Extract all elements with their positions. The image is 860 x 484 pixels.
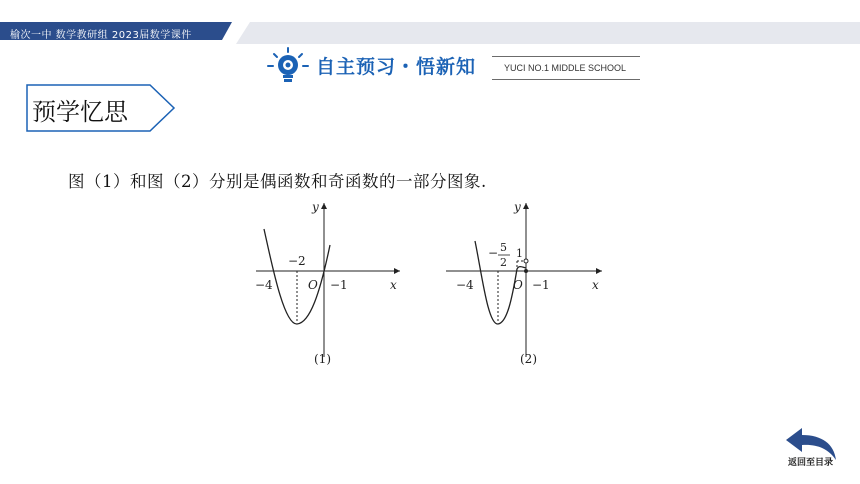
lightbulb-icon xyxy=(266,46,310,86)
header-subtitle: YUCI NO.1 MIDDLE SCHOOL xyxy=(504,63,627,73)
y-axis-label: y xyxy=(312,200,319,214)
tick-label: −1 xyxy=(532,278,550,292)
header-title: 自主预习・悟新知 xyxy=(316,56,477,78)
figure-caption: (2) xyxy=(520,352,537,366)
tick-label: 5 xyxy=(500,241,507,254)
figure-caption: (1) xyxy=(314,352,331,366)
origin-label: O xyxy=(513,278,523,292)
figure-2 xyxy=(440,195,610,370)
x-axis-label: x xyxy=(390,278,397,292)
tick-label: −2 xyxy=(288,254,306,268)
header-divider xyxy=(492,79,640,80)
tick-label: 1 xyxy=(516,247,523,260)
school-tag: 榆次一中 数学教研组 2023届数学课件 xyxy=(10,30,192,41)
figure-1 xyxy=(250,195,410,370)
open-point xyxy=(524,259,528,263)
back-to-contents-button[interactable]: 返回至目录 xyxy=(788,458,834,468)
header-divider xyxy=(492,56,640,57)
tick-label: −4 xyxy=(255,278,273,292)
tick-label: −1 xyxy=(330,278,348,292)
origin-label: O xyxy=(308,278,318,292)
tick-label: 2 xyxy=(500,256,507,269)
tick-label: −4 xyxy=(456,278,474,292)
intro-text: 图（1）和图（2）分别是偶函数和奇函数的一部分图象. xyxy=(68,172,487,191)
closed-point xyxy=(524,269,528,273)
x-axis-label: x xyxy=(592,278,599,292)
y-axis-label: y xyxy=(514,200,521,214)
section-title: 预学忆思 xyxy=(32,98,128,126)
tick-label: − xyxy=(488,246,499,260)
